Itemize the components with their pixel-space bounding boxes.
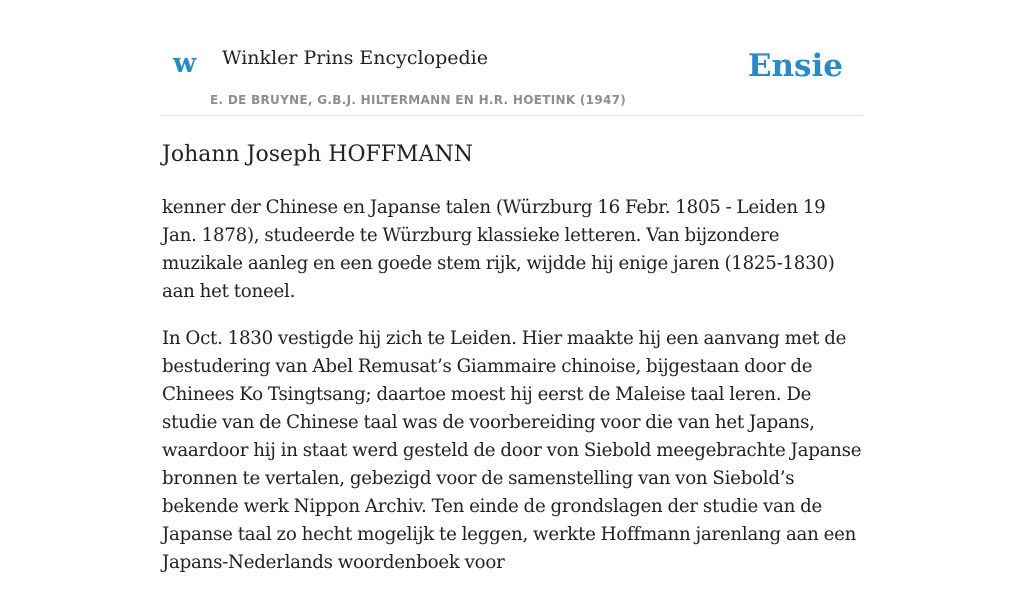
winkler-prins-logo[interactable]: w xyxy=(173,48,197,79)
source-title-link[interactable]: Winkler Prins Encyclopedie xyxy=(222,47,488,69)
article-title: Johann Joseph HOFFMANN xyxy=(162,142,473,167)
source-header xyxy=(162,36,862,116)
article-paragraph-2: In Oct. 1830 vestigde hij zich te Leiden. Hier maakte hij een aanvang met de bestudering van Abel Remusat’s Giammaire chinoise, bijgestaan door de Chinees Ko Tsingtsang; daartoe moest hij eerst de Maleise taal leren. De studie van de Chinese taal was de voorbereiding voor die van het Japans, waardoor hij in staat werd gesteld de door von Siebold meegebrachte Japanse bronnen te vertalen, gebezigd voor de samenstelling van von Siebold’s bekende werk Nippon Archiv. Ten einde de grondslagen der studie van de Japanse taal zo hecht mogelijk te leggen, werkte Hoffmann jarenlang aan een Japans-Nederlands woordenboek voor xyxy=(162,328,862,573)
article-paragraph-1: kenner der Chinese en Japanse talen (Würzburg 16 Febr. 1805 - Leiden 19 Jan. 1878), studeerde te Würzburg klassieke letteren. Van bijzondere muzikale aanleg en een goede stem rijk, wijdde hij enige jaren (1825-1830) aan het toneel. xyxy=(162,197,835,302)
ensie-logo[interactable]: Ensie xyxy=(747,48,843,84)
article-content xyxy=(162,138,862,596)
source-authors: E. DE BRUYNE, G.B.J. HILTERMANN EN H.R. HOETINK (1947) xyxy=(210,93,627,107)
